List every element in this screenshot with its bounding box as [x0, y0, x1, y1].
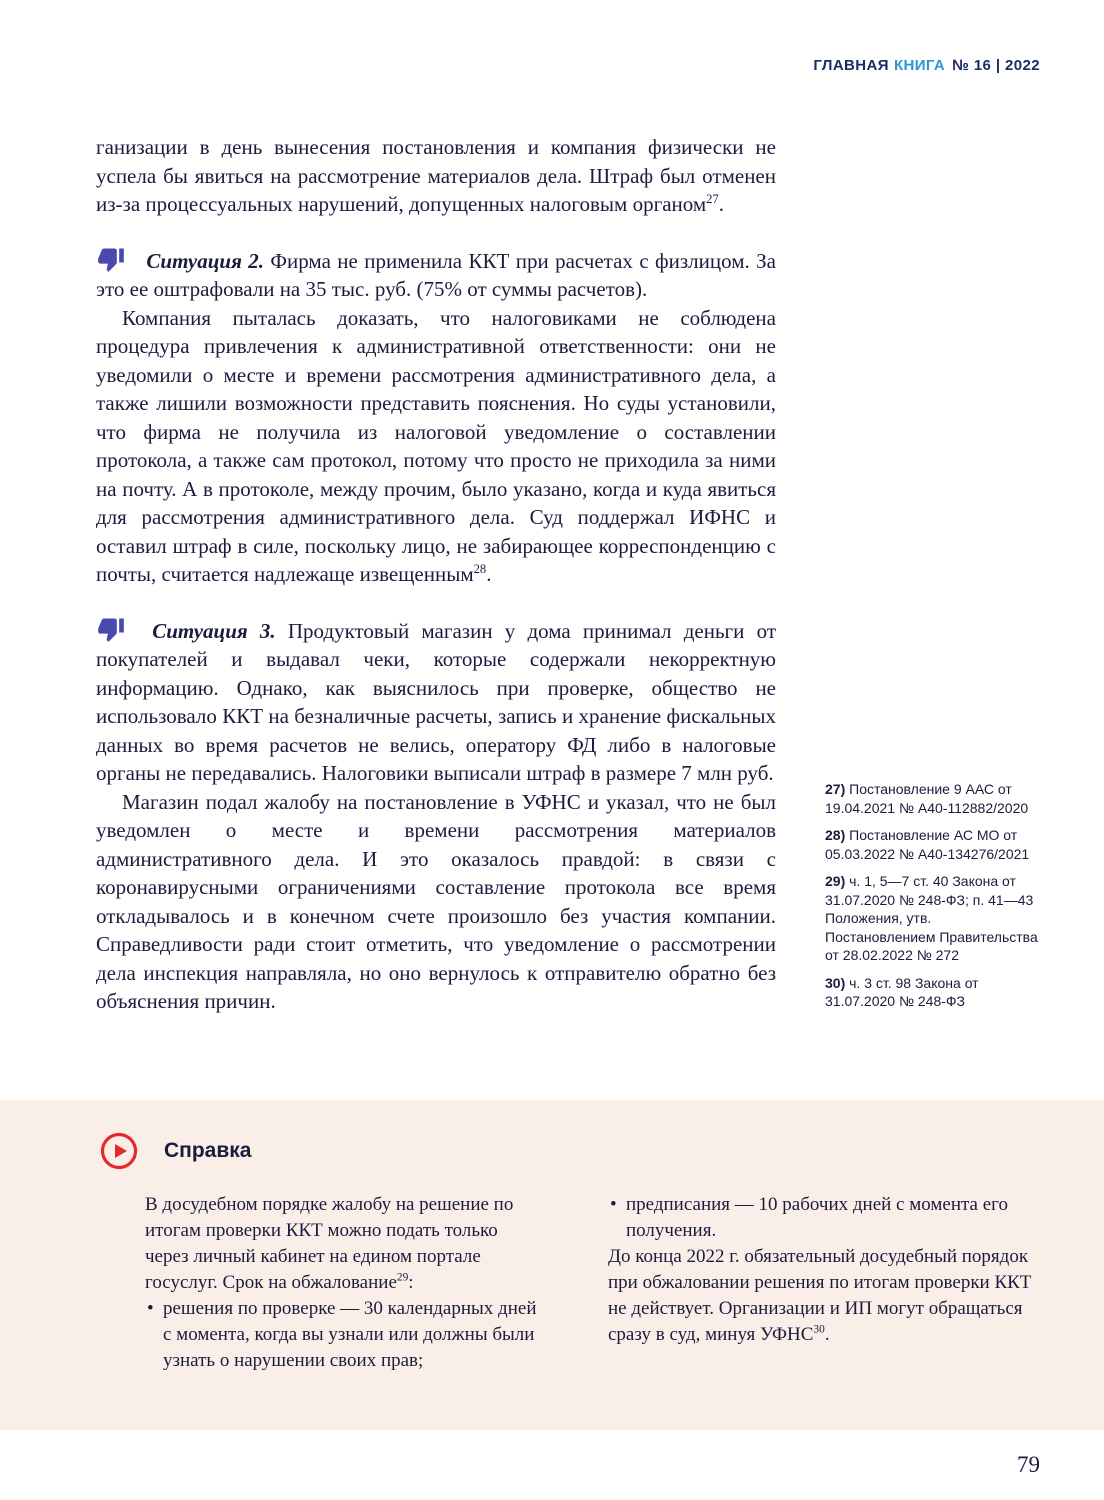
footnote: 29) ч. 1, 5—7 ст. 40 Закона от 31.07.2020 № 248-ФЗ; п. 41—43 Положения, утв. Постановлением Правительства от 28.02.2022 № 272 [825, 873, 1038, 963]
footnote-reference: 30 [813, 1323, 825, 1336]
reference-columns [145, 1192, 1048, 1374]
body-paragraph: Компания пыталась доказать, что налоговиками не соблюдена процедура привлечения к административной ответственности: они не уведомили о месте и времени рассмотрения административного дела, а также лишили возможности представить пояснения. Но суды установили, что фирма не получила из налоговой уведомление о составлении протокола, а также сам протокол, потому что просто не приходила за ними на почту. А в протоколе, между прочим, было указано, когда и куда явиться для рассмотрения административного дела. Суд поддержал ИФНС и оставил штраф в силе, поскольку лицо, не забирающее корреспонденцию с почты, считается надлежаще извещенным$^{28}$. [96, 305, 776, 586]
page-number: 79 [1017, 1452, 1040, 1477]
reference-box [0, 1100, 1104, 1430]
page-header [813, 57, 1040, 74]
reference-left-bullets [145, 1296, 545, 1374]
situation-label: Ситуация 3. [152, 618, 288, 643]
footnote: 27) Постановление 9 ААС от 19.04.2021 № А40-112882/2020 [825, 781, 1029, 816]
situation-paragraph [96, 615, 776, 788]
issue-number: № 16 | 2022 [952, 57, 1040, 74]
brand-name-part2: КНИГА [893, 57, 946, 74]
bullet-item: • предписания — 10 рабочих дней с момента его получения. [608, 1192, 1048, 1244]
footnote-number: 28) [825, 827, 850, 843]
reference-intro: В досудебном порядке жалобу на решение по итогам проверки ККТ можно подать только через личный кабинет на едином портале госуслуг. Срок на обжалование$^{29}$: [145, 1194, 514, 1293]
footnote-reference: 29 [396, 1271, 409, 1284]
brand-name-part1: ГЛАВНАЯ [813, 57, 889, 74]
footnote: 30) ч. 3 ст. 98 Закона от 31.07.2020 № 248-ФЗ [825, 974, 979, 1009]
footnote-number: 30) [825, 974, 850, 991]
reference-left-column [145, 1192, 545, 1374]
reference-title: Справка [164, 1139, 252, 1162]
footnote: 28) Постановление АС МО от 05.03.2022 № А40-134276/2021 [825, 827, 1030, 862]
reference-header [100, 1132, 251, 1170]
reference-right-column [608, 1192, 1048, 1374]
footnote-reference: 28 [473, 562, 487, 576]
play-circle-icon [100, 1132, 138, 1170]
thumbs-down-icon [96, 615, 128, 643]
body-paragraph: ганизации в день вынесения постановления и компания физически не успела бы явиться на рассмотрение материалов дела. Штраф был отменен из-за процессуальных нарушений, допущенных налоговым органом$^{27}$. [96, 135, 776, 216]
thumbs-down-icon [96, 245, 128, 273]
footnote-number: 27) [825, 781, 850, 797]
footnote-reference: 27 [706, 192, 719, 206]
article-body [96, 133, 776, 1016]
situation-text: Продуктовый магазин у дома принимал деньги от покупателей и выдавал чеки, которые содержали некорректную информацию. Однако, как выяснилось при проверке, общество не использовало ККТ на безналичные расчеты, запись и хранение фискальных данных во время расчетов не велись, оператору ФД либо в налоговые органы не передавались. Налоговики выписали штраф в размере 7 млн руб. [96, 618, 776, 785]
body-paragraph: Магазин подал жалобу на постановление в УФНС и указал, что не был уведомлен о месте и времени рассмотрения материалов административного дела. И это оказалось правдой: в связи с коронавирусными ограничениями составление протокола все время откладывалось и в конечном счете произошло без участия компании. Справедливости ради стоит отметить, что уведомление о рассмотрении дела инспекция направляла, но оно вернулось к отправителю обратно без объяснения причин. [96, 789, 776, 1013]
footnotes [825, 780, 1045, 1020]
footnote-number: 29) [825, 873, 850, 889]
situation-label: Ситуация 2. [146, 248, 271, 273]
reference-right-bullets [608, 1192, 1048, 1244]
situation-text: Фирма не применила ККТ при расчетах с физлицом. За это ее оштрафовали на 35 тыс. руб. (75% от суммы расчетов). [96, 248, 776, 301]
reference-outro: До конца 2022 г. обязательный досудебный порядок при обжаловании решения по итогам проверки ККТ не действует. Организации и ИП могут обращаться сразу в суд, минуя УФНС$^{30}$. [608, 1246, 1032, 1345]
bullet-item: • решения по проверке — 30 календарных дней с момента, когда вы узнали или должны были узнать о нарушении своих прав; [145, 1296, 545, 1374]
situation-paragraph [96, 245, 776, 304]
